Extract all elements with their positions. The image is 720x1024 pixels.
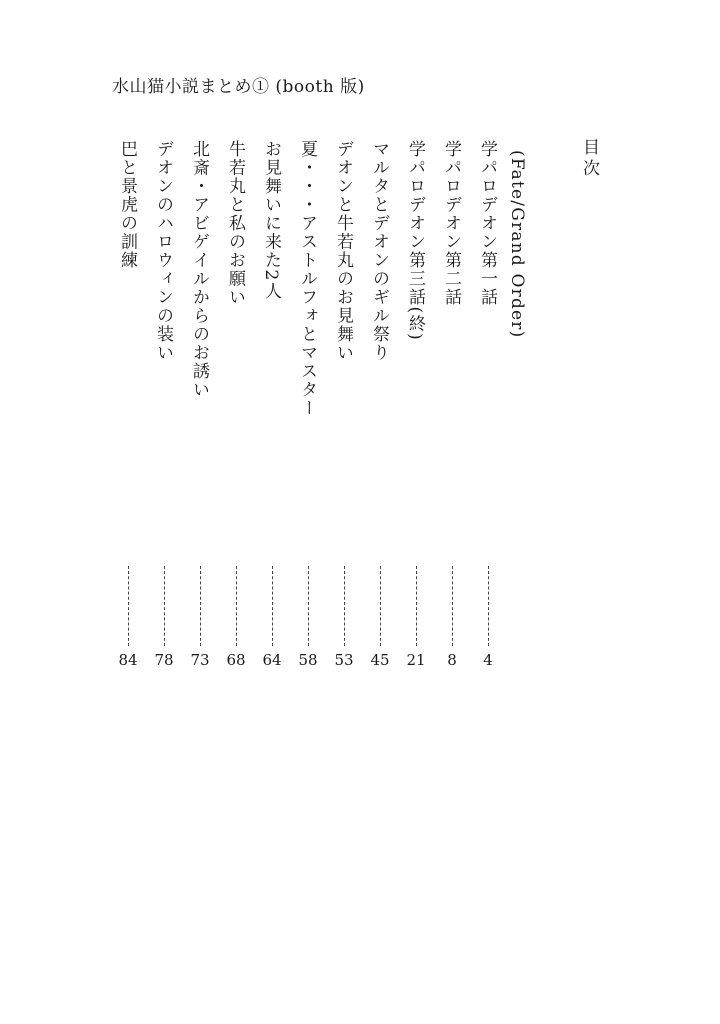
toc-entry-title: 夏・・・アストルフォとマスター <box>297 140 317 418</box>
toc-title: 目次 <box>579 138 599 180</box>
toc-leader-line <box>416 566 417 646</box>
toc-entry-title: マルタとデオンのギル祭り <box>369 140 389 362</box>
toc-leader-line <box>236 566 237 646</box>
toc-page-number: 53 <box>334 651 354 669</box>
toc-entry-title: お見舞いに来た2人 <box>261 140 281 301</box>
toc-leader-line <box>308 566 309 646</box>
toc-page-number: 8 <box>447 651 457 669</box>
toc-entry-title: 巴と景虎の訓練 <box>117 140 137 270</box>
toc-leader-line <box>272 566 273 646</box>
toc-page-number: 58 <box>298 651 318 669</box>
toc-page-number: 68 <box>226 651 246 669</box>
toc-entry-title: 学パロデオン第三話(終) <box>405 140 425 342</box>
toc-entry-title: デオンのハロウィンの装い <box>153 140 173 362</box>
toc-leader-line <box>380 566 381 646</box>
toc-page-number: 73 <box>190 651 210 669</box>
toc-leader-line <box>488 566 489 646</box>
toc-leader-line <box>344 566 345 646</box>
toc-leader-line <box>164 566 165 646</box>
toc-leader-line <box>452 566 453 646</box>
toc-page-number: 21 <box>406 651 426 669</box>
document-header: 水山猫小説まとめ① (booth 版) <box>112 77 365 97</box>
toc-entry-title: 学パロデオン第一話 <box>477 140 497 307</box>
toc-page-number: 64 <box>262 651 282 669</box>
toc-leader-line <box>200 566 201 646</box>
toc-page-number: 4 <box>483 651 493 669</box>
toc-leader-line <box>128 566 129 646</box>
toc-page-number: 45 <box>370 651 390 669</box>
toc-entry-title: 北斎・アビゲイルからのお誘い <box>189 140 209 399</box>
toc-section-heading: (Fate/Grand Order) <box>507 150 527 339</box>
toc-entry-title: デオンと牛若丸のお見舞い <box>333 140 353 362</box>
toc-page-number: 78 <box>154 651 174 669</box>
toc-entry-title: 牛若丸と私のお願い <box>225 140 245 307</box>
toc-entry-title: 学パロデオン第二話 <box>441 140 461 307</box>
toc-page-number: 84 <box>118 651 138 669</box>
